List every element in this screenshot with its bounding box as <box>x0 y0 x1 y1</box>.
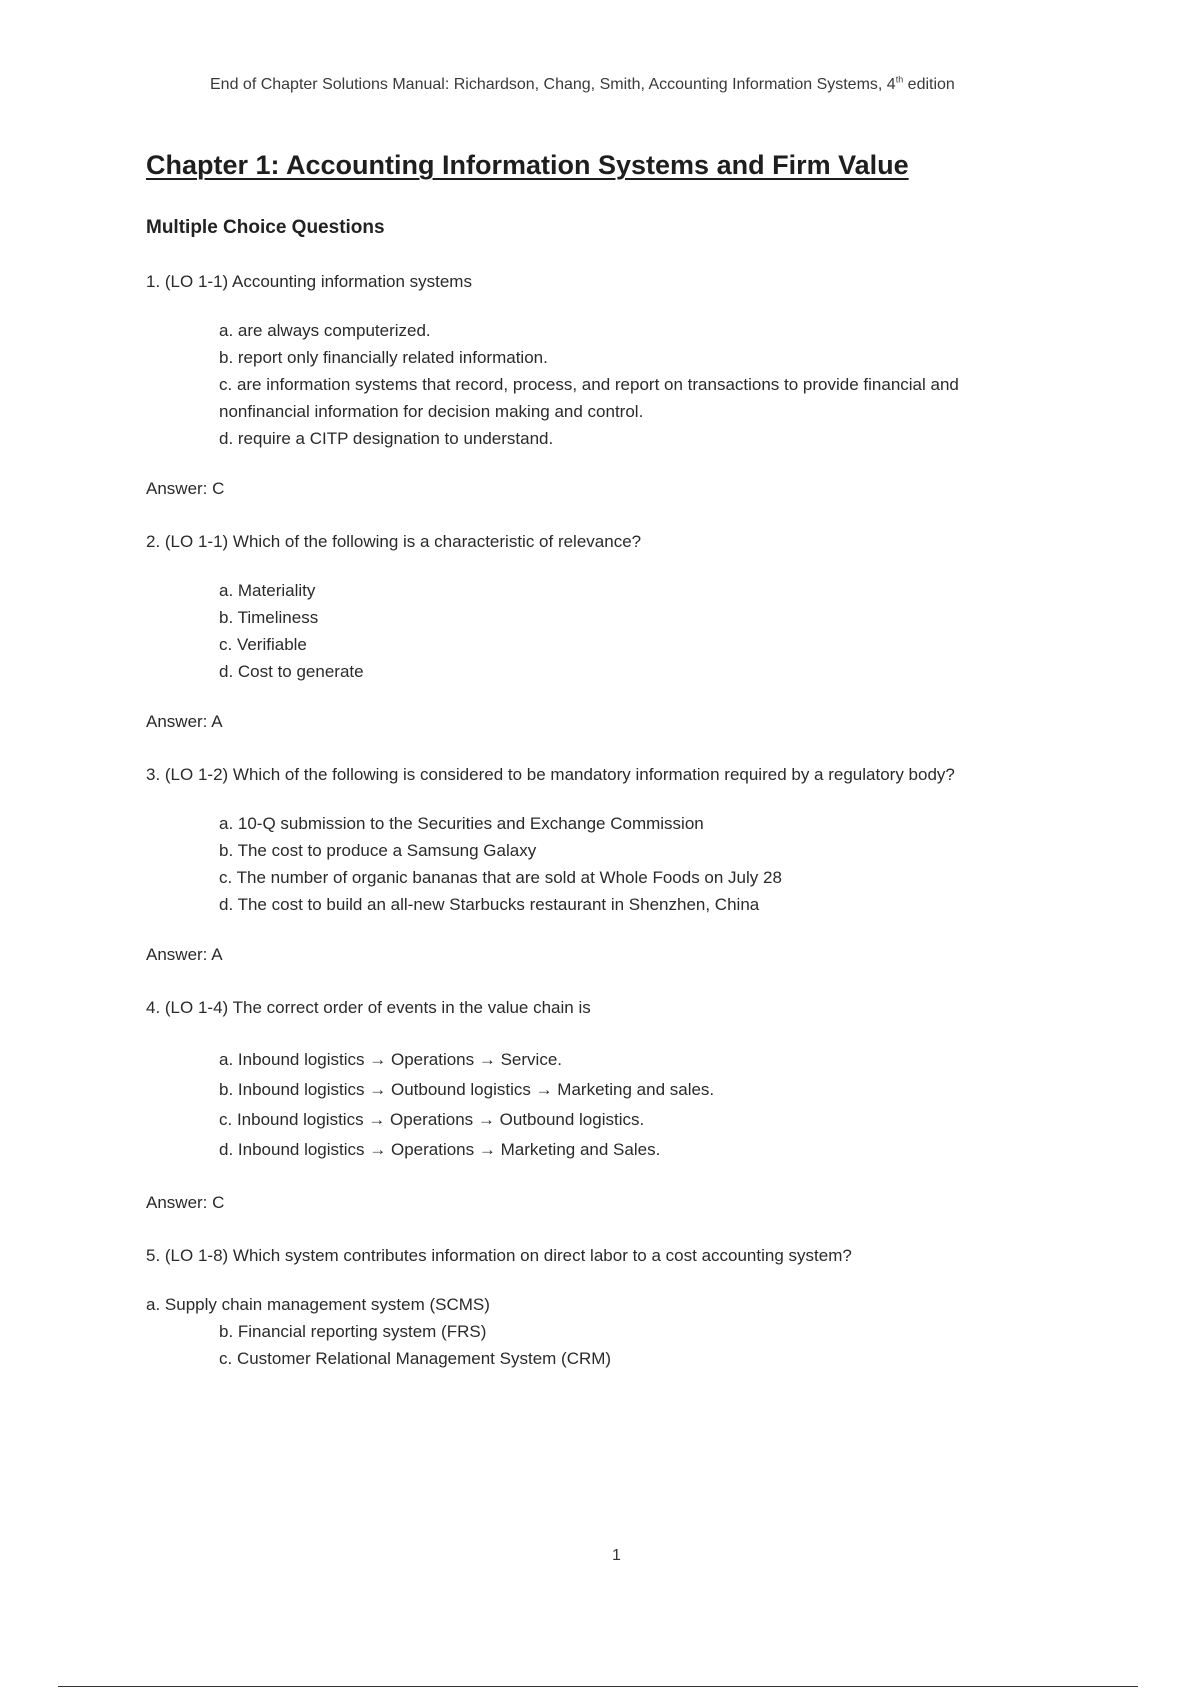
question-2 <box>146 528 1046 735</box>
option-c: c. are information systems that record, process, and report on transactions to provide financial and nonfinancial information for decision making and control. <box>219 375 959 421</box>
answer-key: Answer: C <box>146 1193 225 1212</box>
option-a: a. Supply chain management system (SCMS) <box>146 1295 490 1314</box>
option-b: b. Financial reporting system (FRS) <box>219 1322 487 1341</box>
option-a: a. Inbound logistics → Operations → Service. <box>219 1050 562 1069</box>
option-b: b. The cost to produce a Samsung Galaxy <box>219 841 537 860</box>
question-stem: 4. (LO 1-4) The correct order of events in the value chain is <box>146 998 591 1017</box>
answer-options <box>219 317 1046 452</box>
option-b: b. Timeliness <box>219 608 319 627</box>
option-d: d. Cost to generate <box>219 662 364 681</box>
option-c: c. Customer Relational Management System (CRM) <box>219 1349 612 1368</box>
answer-options <box>219 810 1046 918</box>
footer-divider <box>58 1686 1138 1687</box>
option-d: d. require a CITP designation to understand. <box>219 429 554 448</box>
option-a: a. Materiality <box>219 581 316 600</box>
section-heading: Multiple Choice Questions <box>146 217 385 238</box>
question-stem: 3. (LO 1-2) Which of the following is considered to be mandatory information required by a regulatory body? <box>146 765 955 784</box>
chapter-title: Chapter 1: Accounting Information Systems and Firm Value <box>146 150 909 180</box>
answer-key: Answer: A <box>146 945 223 964</box>
answer-options <box>219 577 1046 685</box>
question-1 <box>146 268 1046 502</box>
question-stem: 2. (LO 1-1) Which of the following is a characteristic of relevance? <box>146 532 642 551</box>
answer-options <box>219 1045 1046 1165</box>
questions-list <box>146 268 1046 1398</box>
running-header: End of Chapter Solutions Manual: Richardson, Chang, Smith, Accounting Information Systems, 4th edition <box>210 74 955 93</box>
question-stem: 5. (LO 1-8) Which system contributes information on direct labor to a cost accounting system? <box>146 1246 852 1265</box>
option-c: c. Verifiable <box>219 635 307 654</box>
option-b: b. Inbound logistics → Outbound logistics → Marketing and sales. <box>219 1080 715 1099</box>
option-c: c. The number of organic bananas that are sold at Whole Foods on July 28 <box>219 868 782 887</box>
option-a: a. 10-Q submission to the Securities and Exchange Commission <box>219 814 704 833</box>
option-d: d. Inbound logistics → Operations → Marketing and Sales. <box>219 1140 661 1159</box>
option-b: b. report only financially related information. <box>219 348 548 367</box>
page-number: 1 <box>612 1547 621 1564</box>
option-d: d. The cost to build an all-new Starbucks restaurant in Shenzhen, China <box>219 895 760 914</box>
question-4 <box>146 994 1046 1216</box>
question-5 <box>146 1242 1046 1372</box>
question-stem: 1. (LO 1-1) Accounting information systems <box>146 272 472 291</box>
answer-key: Answer: C <box>146 479 225 498</box>
option-a: a. are always computerized. <box>219 321 431 340</box>
option-c: c. Inbound logistics → Operations → Outbound logistics. <box>219 1110 645 1129</box>
question-3 <box>146 761 1046 968</box>
answer-options <box>219 1318 1046 1372</box>
answer-key: Answer: A <box>146 712 223 731</box>
